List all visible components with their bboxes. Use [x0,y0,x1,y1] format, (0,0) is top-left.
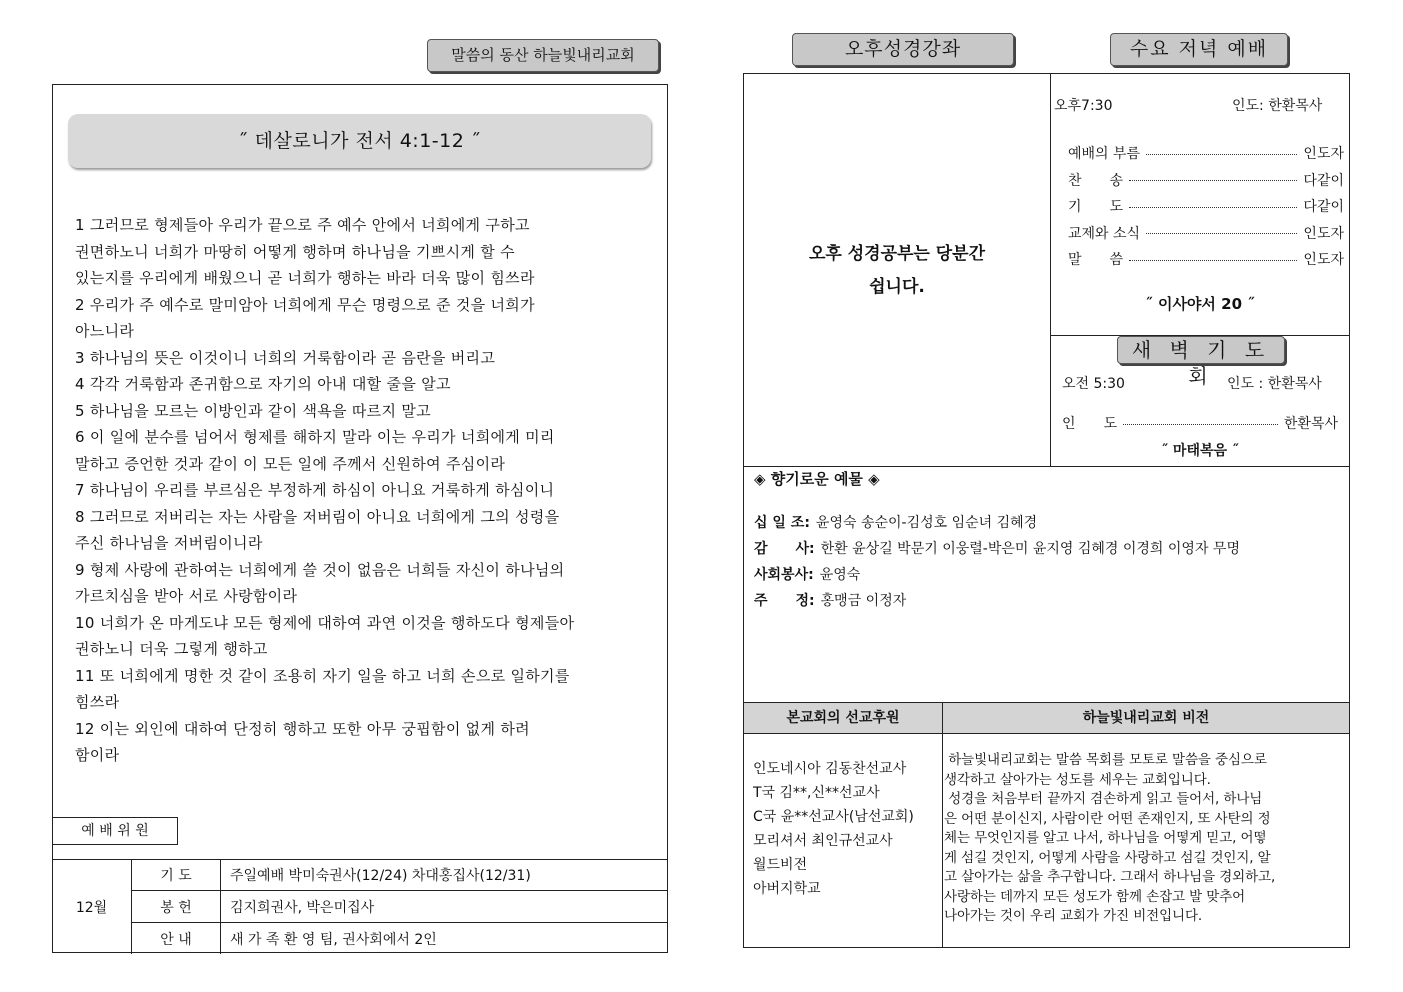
verse-line: 힘쓰라 [75,693,120,711]
vision-line: 성경을 처음부터 끝까지 겸손하게 읽고 들어서, 하나님 [944,791,1263,807]
verse-line: 12 이는 외인에 대하여 단정히 행하고 또한 아무 궁핍함이 없게 하려 [75,719,530,738]
dawn-leader-row [1062,410,1338,437]
mission-item: T국 김**,신**선교사 [753,785,880,801]
vision-header-cell [943,703,1349,733]
verse-line: 주신 하나님을 저버림이니라 [75,534,263,552]
offering-label: 주 정: [754,593,815,609]
order-label: 말 씀 [1068,252,1124,269]
offering-row [754,510,1344,536]
offerings-header: ◈ 향기로운 예물 ◈ [754,470,880,488]
vision-line: 은 어떤 분이신지, 사람이란 어떤 존재인지, 또 사탄의 정 [944,810,1271,827]
wednesday-scripture: ˝ 이사야서 20 ˝ [1145,295,1255,313]
dawn-leader-dots [1123,424,1278,425]
order-label: 찬 송 [1068,172,1124,189]
offering-value: 홍맹금 이정자 [820,593,907,609]
dawn-header: 새 벽 기 도 회 [1131,338,1271,388]
vision-line: 체는 무엇인지를 알고 나서, 하나님을 어떻게 믿고, 어떻 [944,830,1267,846]
offering-row [754,562,1344,588]
verse-line: 말하고 증언한 것과 같이 이 모든 일에 주께서 신원하여 주심이라 [75,454,506,473]
vision-line: 나아가는 것이 우리 교회가 가진 비전입니다. [944,908,1203,924]
order-row [1068,220,1344,247]
wednesday-header: 수요 저녁 예배 [1129,38,1269,60]
offering-label: 십 일 조: [754,515,810,531]
order-dots [1129,260,1297,261]
wednesday-leader: 인도: 한환목사 [1232,98,1323,114]
offering-label: 감 사: [754,541,815,557]
committee-value-usher: 새 가 족 환 영 팀, 권사회에서 2인 [230,931,437,948]
order-value: 다같이 [1303,199,1344,216]
worship-committee-label: 예 배 위 원 [81,823,149,839]
verse-line: 7 하나님이 우리를 부르심은 부정하게 하심이 아니요 거룩하게 하심이니 [75,481,555,499]
order-row [1068,246,1344,273]
order-value: 인도자 [1303,225,1344,242]
offering-row [754,536,1344,562]
order-value: 인도자 [1303,252,1344,269]
order-label: 교제와 소식 [1068,225,1141,242]
vision-header: 하늘빛내리교회 비전 [1082,710,1210,726]
afternoon-header-badge [792,33,1014,66]
afternoon-notice-line2: 쉽니다. [869,277,925,297]
order-row [1068,140,1344,167]
verse-line: 권하노니 더욱 그렇게 행하고 [75,640,268,658]
verse-line: 11 또 너희에게 명한 것 같이 조용히 자기 일을 하고 너희 손으로 일하기를 [75,666,570,685]
vision-line: 생각하고 살아가는 성도를 세우는 교회입니다. [944,771,1211,788]
committee-value-offering: 김지희권사, 박은미집사 [230,899,375,916]
offering-value: 한환 윤상길 박문기 이웅렬-박은미 윤지영 김혜경 이경희 이영자 무명 [820,541,1240,557]
verse-line: 가르치심을 받아 서로 사랑함이라 [75,587,298,605]
worship-committee-label-box [52,817,178,845]
mission-item: 월드비전 [753,857,808,873]
verse-line: 2 우리가 주 예수로 말미암아 너희에게 무슨 명령으로 준 것을 너희가 [75,295,535,314]
verse-line: 권면하노니 너희가 마땅히 어떻게 행하며 하나님을 기쁘시게 할 수 [75,242,515,261]
mission-item: 인도네시아 김동찬선교사 [753,761,907,777]
verse-line: 8 그러므로 저버리는 자는 사람을 저버림이 아니요 너희에게 그의 성령을 [75,507,560,526]
scripture-title-banner [68,114,651,168]
vision-line: 게 섬길 것인지, 어떻게 사람을 사랑하고 섬길 것인지, 알 [944,849,1271,866]
wednesday-header-badge [1110,33,1288,66]
order-value: 인도자 [1303,146,1344,163]
dawn-scripture: ˝ 마태복음 ˝ [1161,443,1239,459]
verse-line: 3 하나님의 뜻은 이것이니 너희의 거룩함이라 곧 음란을 버리고 [75,348,496,367]
offerings-list [754,510,1344,614]
mission-header-cell [744,703,942,733]
committee-role-prayer: 기 도 [160,868,192,884]
order-label: 예배의 부름 [1068,146,1141,163]
wednesday-time: 오후7:30 [1054,98,1113,114]
order-dots [1146,154,1297,155]
dawn-time: 오전 5:30 [1062,376,1125,392]
mission-item: C국 윤**선교사(남선교회) [753,809,914,825]
wednesday-order-list [1068,140,1344,273]
verse-line: 6 이 일에 분수를 넘어서 형제를 해하지 말라 이는 우리가 너희에게 미리 [75,428,555,446]
scripture-title: ˝ 데살로니가 전서 4:1-12 ˝ [238,130,481,152]
mission-list [753,757,939,901]
verse-line: 아느니라 [75,322,135,340]
vision-line: 사랑하는 데까지 모든 성도가 함께 손잡고 발 맞추어 [944,888,1246,905]
verse-line: 5 하나님을 모르는 이방인과 같이 색욕을 따르지 말고 [75,401,431,420]
dawn-leader: 인도 : 한환목사 [1227,376,1322,392]
afternoon-header: 오후성경강좌 [844,38,962,60]
order-row [1068,193,1344,220]
church-title: 말씀의 동산 하늘빛내리교회 [451,46,635,64]
committee-month: 12월 [75,900,108,916]
offering-label: 사회봉사: [754,567,814,583]
offering-value: 윤영숙 [819,567,861,583]
verse-line: 있는지를 우리에게 배웠으니 곧 너희가 행하는 바라 더욱 많이 힘쓰라 [75,269,535,287]
verse-list [75,212,665,769]
order-dots [1129,180,1297,181]
church-title-badge [427,39,659,72]
vision-line: 하늘빛내리교회는 말씀 목회를 모토로 말씀을 중심으로 [944,752,1267,768]
verse-line: 9 형제 사랑에 관하여는 너희에게 쓸 것이 없음은 너희들 자신이 하나님의 [75,560,565,579]
committee-role-usher: 안 내 [160,931,192,948]
dawn-header-badge [1117,336,1285,388]
dawn-leader-value: 한환목사 [1283,416,1338,433]
offering-value: 윤영숙 송순이-김성호 임순녀 김혜경 [815,515,1038,531]
verse-line: 10 너희가 온 마게도냐 모든 형제에 대하여 과연 이것을 행하도다 형제들아 [75,613,575,632]
order-dots [1146,233,1297,234]
vision-line: 고 살아가는 삶을 추구합니다. 그래서 하나님을 경외하고, [944,869,1276,885]
mission-item: 모리셔서 최인규선교사 [753,833,893,849]
mission-header: 본교회의 선교후원 [786,710,900,726]
afternoon-notice [744,238,1050,304]
verse-line: 1 그러므로 형제들아 우리가 끝으로 주 예수 안에서 너희에게 구하고 [75,216,530,234]
afternoon-notice-line1: 오후 성경공부는 당분간 [808,244,986,264]
offering-row [754,588,1344,614]
verse-line: 함이라 [75,746,120,764]
dawn-leader-label: 인 도 [1062,416,1118,433]
committee-value-prayer: 주일예배 박미숙권사(12/24) 차대홍집사(12/31) [230,868,531,884]
committee-role-offering: 봉 헌 [160,899,192,916]
order-row [1068,167,1344,194]
order-dots [1129,207,1297,208]
order-value: 다같이 [1303,172,1344,189]
mission-item: 아버지학교 [753,881,821,897]
vision-text [944,751,1348,927]
committee-table [52,859,668,953]
verse-line: 4 각각 거룩함과 존귀함으로 자기의 아내 대할 줄을 알고 [75,375,451,393]
order-label: 기 도 [1068,199,1124,216]
